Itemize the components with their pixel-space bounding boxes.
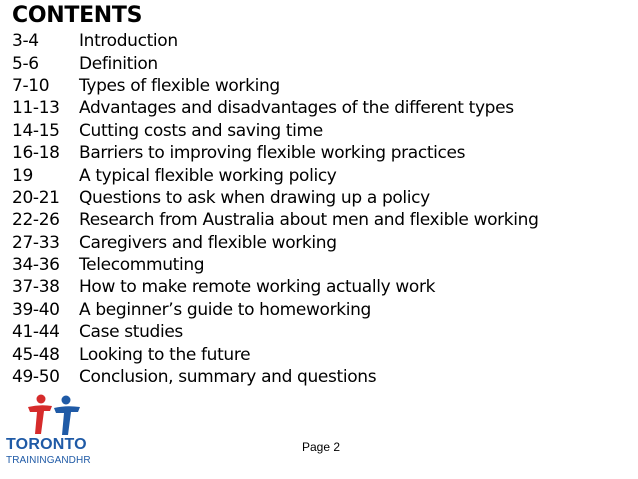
page-number: Page 2 xyxy=(302,440,341,454)
toc-pages: 49-50 xyxy=(12,367,60,388)
toc-pages: 3-4 xyxy=(12,31,39,52)
toc-label: A beginner’s guide to homeworking xyxy=(79,299,371,320)
toc-item xyxy=(12,164,539,186)
toc-pages: 16-18 xyxy=(12,143,60,164)
toc-pages: 20-21 xyxy=(12,187,60,208)
toc-label: Barriers to improving flexible working practices xyxy=(79,143,466,164)
toc-pages: 37-38 xyxy=(12,277,60,298)
toc-item xyxy=(12,366,539,388)
toc-label: Telecommuting xyxy=(79,255,205,276)
toc-label: Looking to the future xyxy=(79,344,251,365)
toc-pages: 7-10 xyxy=(12,75,50,96)
toc-item xyxy=(12,343,539,365)
toc-pages: 11-13 xyxy=(12,98,60,119)
company-logo xyxy=(2,392,98,474)
toc-label: Introduction xyxy=(79,31,178,52)
logo-figures-icon xyxy=(24,394,84,436)
toc-item xyxy=(12,209,539,231)
toc-pages: 14-15 xyxy=(12,120,60,141)
toc-item xyxy=(12,321,539,343)
logo-tagline: TRAININGANDHR xyxy=(6,455,91,466)
toc-label: A typical flexible working policy xyxy=(79,165,337,186)
toc-label: How to make remote working actually work xyxy=(79,277,436,298)
toc-pages: 5-6 xyxy=(12,53,39,74)
toc-pages: 39-40 xyxy=(12,299,60,320)
toc-item xyxy=(12,120,539,142)
toc-item xyxy=(12,254,539,276)
logo-wordmark: TORONTO xyxy=(6,436,87,453)
toc-pages: 27-33 xyxy=(12,232,60,253)
toc-label: Questions to ask when drawing up a policy xyxy=(79,187,430,208)
toc-item xyxy=(12,299,539,321)
toc-item xyxy=(12,232,539,254)
toc-label: Types of flexible working xyxy=(79,75,280,96)
toc-item xyxy=(12,52,539,74)
toc-label: Advantages and disadvantages of the different types xyxy=(79,98,514,119)
toc-label: Cutting costs and saving time xyxy=(79,120,323,141)
toc-item xyxy=(12,187,539,209)
page-title: CONTENTS xyxy=(12,3,143,28)
toc-pages: 41-44 xyxy=(12,322,60,343)
toc-label: Research from Australia about men and flexible working xyxy=(79,210,539,231)
table-of-contents xyxy=(12,30,539,388)
toc-item xyxy=(12,276,539,298)
toc-pages: 19 xyxy=(12,165,33,186)
toc-pages: 34-36 xyxy=(12,255,60,276)
toc-pages: 45-48 xyxy=(12,344,60,365)
toc-pages: 22-26 xyxy=(12,210,60,231)
toc-label: Conclusion, summary and questions xyxy=(79,367,377,388)
toc-label: Definition xyxy=(79,53,158,74)
toc-item xyxy=(12,75,539,97)
toc-label: Case studies xyxy=(79,322,183,343)
toc-item xyxy=(12,97,539,119)
toc-item xyxy=(12,142,539,164)
toc-label: Caregivers and flexible working xyxy=(79,232,337,253)
toc-item xyxy=(12,30,539,52)
